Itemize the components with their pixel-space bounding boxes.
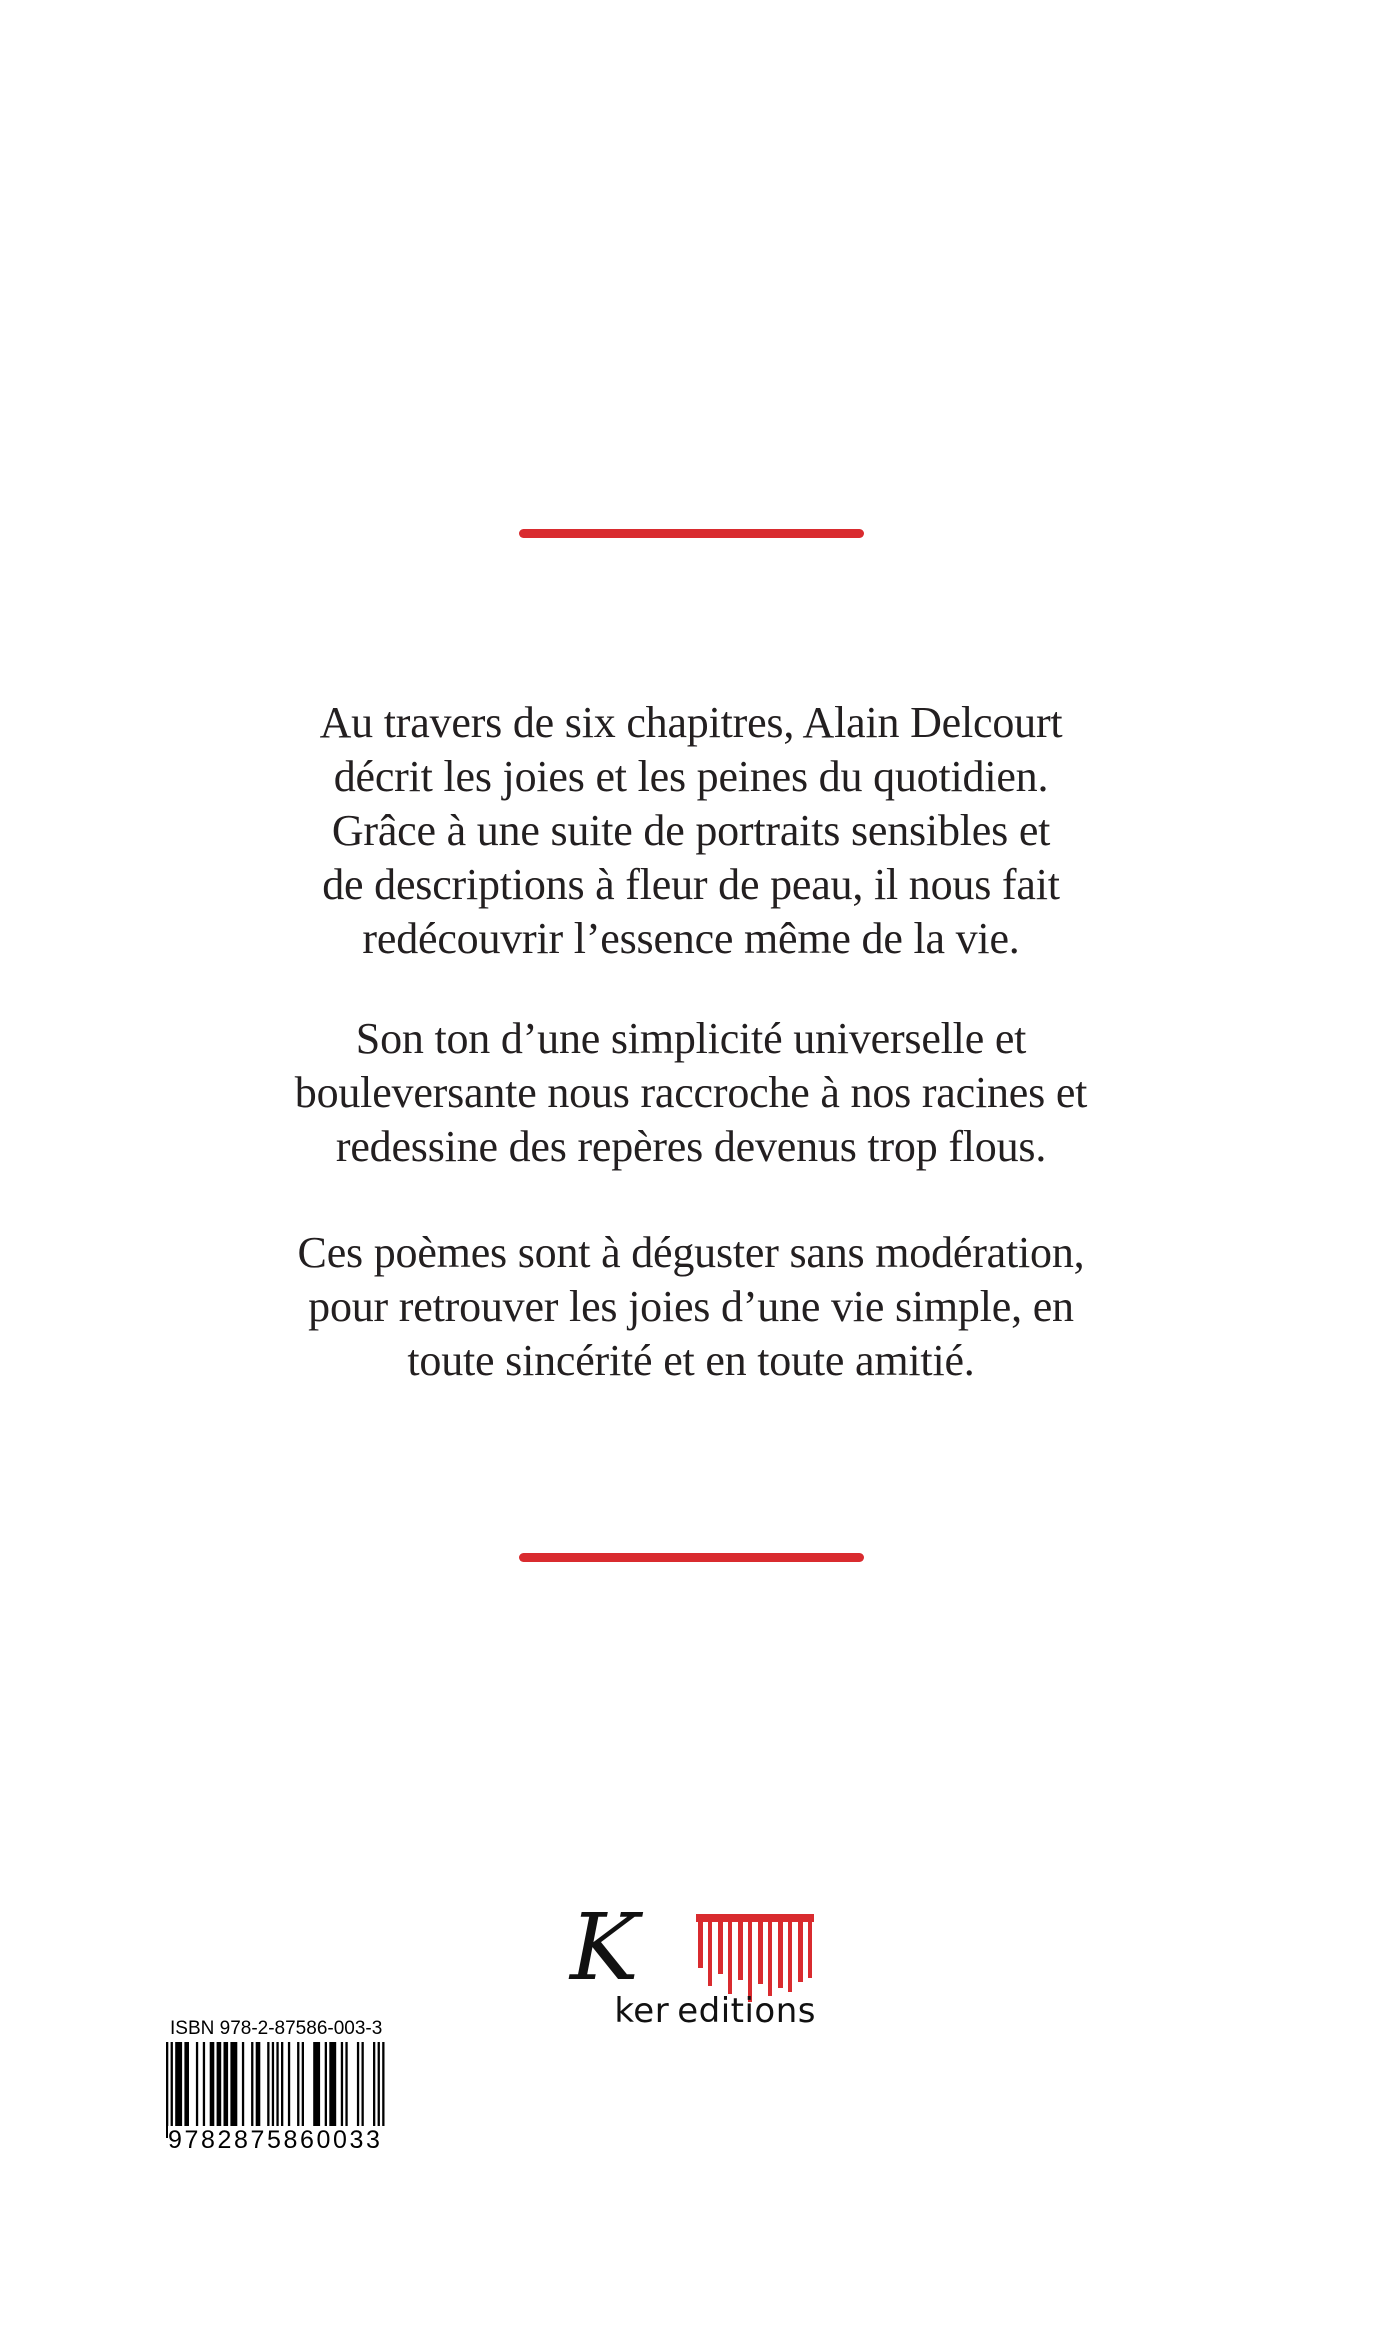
logo-bar (698, 1922, 703, 1968)
logo-bar (758, 1922, 763, 1984)
blurb-paragraph-2 (191, 1012, 1191, 1174)
logo-bar (728, 1922, 732, 1994)
blurb-line: redessine des repères devenus trop flous. (335, 1122, 1047, 1171)
logo-wordmark-editions: editions (677, 1991, 816, 2031)
blurb-paragraph-1 (191, 696, 1191, 966)
barcode-bar (171, 2042, 173, 2138)
blurb-line: Son ton d’une simplicité universelle et (355, 1014, 1027, 1063)
logo-wordmark-ker: ker (614, 1991, 670, 2031)
barcode-bar (224, 2042, 229, 2126)
publisher-logo (566, 1894, 816, 2038)
blurb-line: bouleversante nous raccroche à nos racines et (294, 1068, 1088, 1117)
barcode-bar (230, 2042, 237, 2126)
barcode-bar (382, 2042, 384, 2138)
bottom-red-divider (519, 1553, 864, 1562)
barcode-bar (203, 2042, 205, 2126)
barcode-digits: 9782875860033 (168, 2126, 383, 2154)
blurb-line: redécouvrir l’essence même de la vie. (362, 914, 1020, 963)
barcode-bar (217, 2042, 222, 2126)
isbn-label: ISBN 978-2-87586-003-3 (170, 2018, 383, 2039)
barcode-bar (184, 2042, 189, 2126)
blurb-line: pour retrouver les joies d’une vie simple, en (308, 1282, 1074, 1331)
logo-bar (738, 1922, 743, 1980)
barcode-bar (357, 2042, 359, 2126)
barcode-bar (281, 2042, 283, 2126)
barcode-bar (329, 2042, 336, 2126)
blurb-line: toute sincérité et en toute amitié. (407, 1336, 975, 1385)
barcode-bar (272, 2042, 274, 2138)
barcode-bar (345, 2042, 347, 2126)
barcode-bar (313, 2042, 320, 2126)
barcode-bar (256, 2042, 261, 2126)
blurb-line: décrit les joies et les peines du quotidien. (333, 752, 1049, 801)
logo-bar (798, 1922, 803, 1982)
barcode-bar (378, 2042, 380, 2138)
logo-wordmark (566, 1991, 816, 2031)
barcode-bar (341, 2042, 343, 2126)
barcode-bar (276, 2042, 278, 2138)
logo-k-letter: K (570, 1894, 639, 2001)
top-red-divider (519, 529, 864, 538)
logo-bar (768, 1922, 772, 1996)
barcode-bar (166, 2042, 168, 2138)
blurb-line: Grâce à une suite de portraits sensibles et (331, 806, 1051, 855)
barcode-bar (297, 2042, 299, 2126)
barcode-bar (267, 2042, 269, 2126)
blurb-paragraph-3 (191, 1226, 1191, 1388)
logo-bar (748, 1922, 752, 2002)
barcode-bar (325, 2042, 327, 2126)
blurb-line: Ces poèmes sont à déguster sans modération, (297, 1228, 1085, 1277)
logo-bar-top (696, 1914, 814, 1922)
barcode-bar (196, 2042, 198, 2126)
barcode-bar (302, 2042, 304, 2126)
logo-bar (788, 1922, 792, 1992)
blurb-line: Au travers de six chapitres, Alain Delcourt (319, 698, 1063, 747)
barcode-bar (251, 2042, 253, 2126)
blurb-line: de descriptions à fleur de peau, il nous fait (322, 860, 1060, 909)
barcode-bar (288, 2042, 290, 2126)
barcode-bar (242, 2042, 244, 2126)
logo-bar (778, 1922, 783, 1988)
logo-bar (718, 1922, 723, 1974)
barcode-bar (373, 2042, 375, 2126)
barcode-bar (175, 2042, 182, 2126)
barcode-bar (362, 2042, 364, 2126)
logo-bar (808, 1922, 812, 1978)
barcode-bar (210, 2042, 215, 2126)
logo-bar (708, 1922, 712, 1986)
